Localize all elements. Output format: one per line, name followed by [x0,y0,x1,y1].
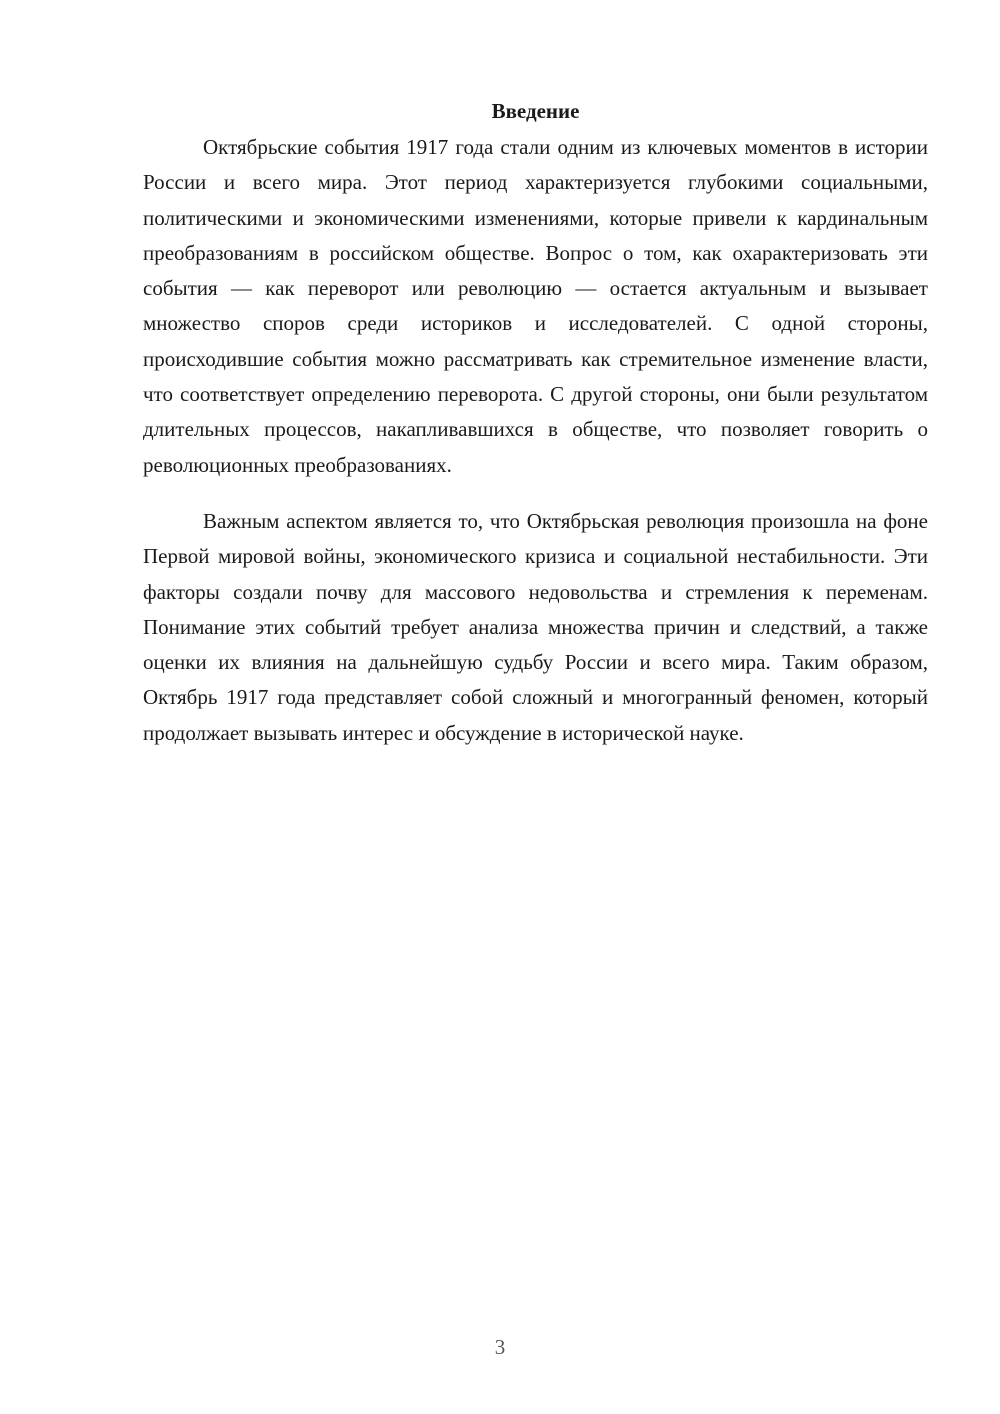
paragraph-2: Важным аспектом является то, что Октябрьская революция произошла на фоне Первой мировой войны, экономического кризиса и социальной нестабильности. Эти факторы создали почву для массового недовольства и стремления к переменам. Понимание этих событий требует анализа множества причин и следствий, а также оценки их влияния на дальнейшую судьбу России и всего мира. Таким образом, Октябрь 1917 года представляет собой сложный и многогранный феномен, который продолжает вызывать интерес и обсуждение в исторической науке. [143,508,928,745]
page-content [143,96,928,751]
paragraph-1: Октябрьские события 1917 года стали одним из ключевых моментов в истории России и всего мира. Этот период характеризуется глубокими социальными, политическими и экономическими изменениями, которые привели к кардинальным преобразованиям в российском обществе. Вопрос о том, как охарактеризовать эти события — как переворот или революцию — остается актуальным и вызывает множество споров среди историков и исследователей. С одной стороны, происходившие события можно рассматривать как стремительное изменение власти, что соответствует определению переворота. С другой стороны, они были результатом длительных процессов, накапливавшихся в обществе, что позволяет говорить о революционных преобразованиях. [143,135,928,477]
section-heading: Введение [491,99,580,123]
page-number: 3 [494,1335,506,1359]
